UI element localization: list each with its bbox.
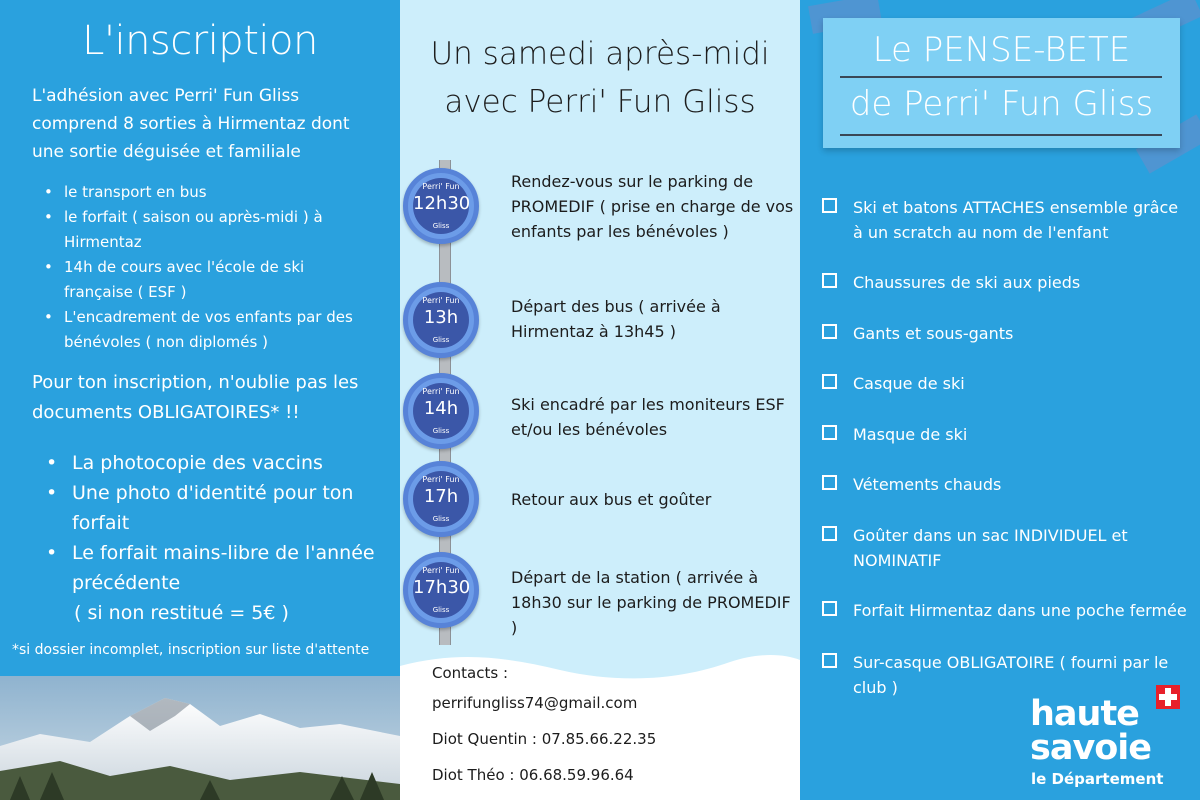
clock-icon xyxy=(403,461,479,537)
list-item: • La photocopie des vaccins xyxy=(46,448,386,478)
checkbox[interactable] xyxy=(822,425,837,440)
clock-time: 17h xyxy=(423,486,459,507)
contact-quentin: Diot Quentin : 07.85.66.22.35 xyxy=(432,730,657,748)
clock-icon xyxy=(403,373,479,449)
inscription-title: L'inscription xyxy=(82,18,318,64)
checkbox[interactable] xyxy=(822,526,837,541)
clock-top-label: Perri' Fun xyxy=(422,566,460,575)
savoie-flag-icon xyxy=(1156,685,1180,709)
clock-bottom-label: Gliss xyxy=(432,606,450,614)
clock-top-label: Perri' Fun xyxy=(422,475,460,484)
checklist-item-label: Gants et sous-gants xyxy=(853,324,1014,343)
documents-heading: Pour ton inscription, n'oublie pas les documents OBLIGATOIRES* !! xyxy=(32,372,359,423)
clock-time: 13h xyxy=(423,307,459,328)
mountain-photo xyxy=(0,676,400,800)
perks-list xyxy=(44,180,374,355)
schedule-heading-line1: Un samedi après-midi xyxy=(430,36,770,72)
checkbox[interactable] xyxy=(822,374,837,389)
list-item: • 14h de cours avec l'école de ski française ( ESF ) xyxy=(44,255,374,305)
clock-icon xyxy=(403,552,479,628)
inscription-intro: L'adhésion avec Perri' Fun Gliss comprend 8 sorties à Hirmentaz dont une sortie déguisée et familiale xyxy=(32,86,350,162)
title-divider xyxy=(840,76,1162,78)
title-divider xyxy=(840,134,1162,136)
checklist-item-label: Sur-casque OBLIGATOIRE ( fourni par le club ) xyxy=(853,653,1169,697)
checkbox[interactable] xyxy=(822,475,837,490)
list-item-note: ( si non restitué = 5€ ) xyxy=(74,602,289,624)
checklist-title-note xyxy=(823,18,1180,148)
clock-top-label: Perri' Fun xyxy=(422,296,460,305)
checklist-title-line2: de Perri' Fun Gliss xyxy=(849,84,1154,124)
clock-time: 12h30 xyxy=(413,193,471,214)
contact-theo: Diot Théo : 06.68.59.96.64 xyxy=(432,766,634,784)
list-item: • L'encadrement de vos enfants par des bénévoles ( non diplomés ) xyxy=(44,305,374,355)
checklist-item-label: Chaussures de ski aux pieds xyxy=(853,273,1081,292)
inscription-panel xyxy=(0,0,400,800)
clock-bottom-label: Gliss xyxy=(432,427,450,435)
contact-email[interactable]: perrifungliss74@gmail.com xyxy=(432,694,638,712)
schedule-event: Départ de la station ( arrivée à 18h30 sur le parking de PROMEDIF ) xyxy=(511,568,791,637)
clock-bottom-label: Gliss xyxy=(432,515,450,523)
checkbox[interactable] xyxy=(822,653,837,668)
schedule-event: Retour aux bus et goûter xyxy=(511,490,712,509)
clock-icon xyxy=(403,282,479,358)
list-item-text: Le forfait mains-libre de l'année précédente xyxy=(72,542,375,594)
contacts-label: Contacts : xyxy=(432,664,508,682)
haute-savoie-logo xyxy=(1030,690,1200,800)
schedule-event: Ski encadré par les moniteurs ESF et/ou les bénévoles xyxy=(511,395,785,439)
checklist-panel xyxy=(800,0,1200,800)
checklist-item-label: Forfait Hirmentaz dans une poche fermée xyxy=(853,601,1187,620)
footnote: *si dossier incomplet, inscription sur liste d'attente xyxy=(12,642,370,658)
checkbox[interactable] xyxy=(822,324,837,339)
checkbox[interactable] xyxy=(822,601,837,616)
checkbox[interactable] xyxy=(822,198,837,213)
logo-line1: haute xyxy=(1030,694,1139,734)
clock-icon xyxy=(403,168,479,244)
clock-bottom-label: Gliss xyxy=(432,222,450,230)
clock-time: 14h xyxy=(423,398,459,419)
clock-top-label: Perri' Fun xyxy=(422,387,460,396)
schedule-event: Rendez-vous sur le parking de PROMEDIF ( prise en charge de vos enfants par les bénévoles ) xyxy=(511,172,794,241)
documents-list xyxy=(46,448,386,628)
clock-time: 17h30 xyxy=(413,577,471,598)
list-item: • le transport en bus xyxy=(44,180,374,205)
checklist-item-label: Vétements chauds xyxy=(853,475,1002,494)
checklist-item-label: Masque de ski xyxy=(853,425,968,444)
clock-bottom-label: Gliss xyxy=(432,336,450,344)
checklist-item-label: Goûter dans un sac INDIVIDUEL et NOMINATIF xyxy=(853,526,1128,570)
clock-top-label: Perri' Fun xyxy=(422,182,460,191)
logo-line2: savoie xyxy=(1030,728,1152,768)
checklist-item-label: Ski et batons ATTACHES ensemble grâce à un scratch au nom de l'enfant xyxy=(853,198,1179,242)
checklist-title-line1: Le PENSE-BETE xyxy=(872,30,1131,70)
schedule-event: Départ des bus ( arrivée à Hirmentaz à 13h45 ) xyxy=(511,297,721,341)
list-item: • Une photo d'identité pour ton forfait xyxy=(46,478,386,538)
list-item xyxy=(46,538,386,628)
schedule-heading-line2: avec Perri' Fun Gliss xyxy=(444,84,756,120)
logo-line3: le Département xyxy=(1031,770,1164,788)
checkbox[interactable] xyxy=(822,273,837,288)
schedule-heading xyxy=(400,30,800,126)
schedule-panel xyxy=(400,0,800,800)
checklist-item-label: Casque de ski xyxy=(853,374,965,393)
list-item: • le forfait ( saison ou après-midi ) à Hirmentaz xyxy=(44,205,374,255)
